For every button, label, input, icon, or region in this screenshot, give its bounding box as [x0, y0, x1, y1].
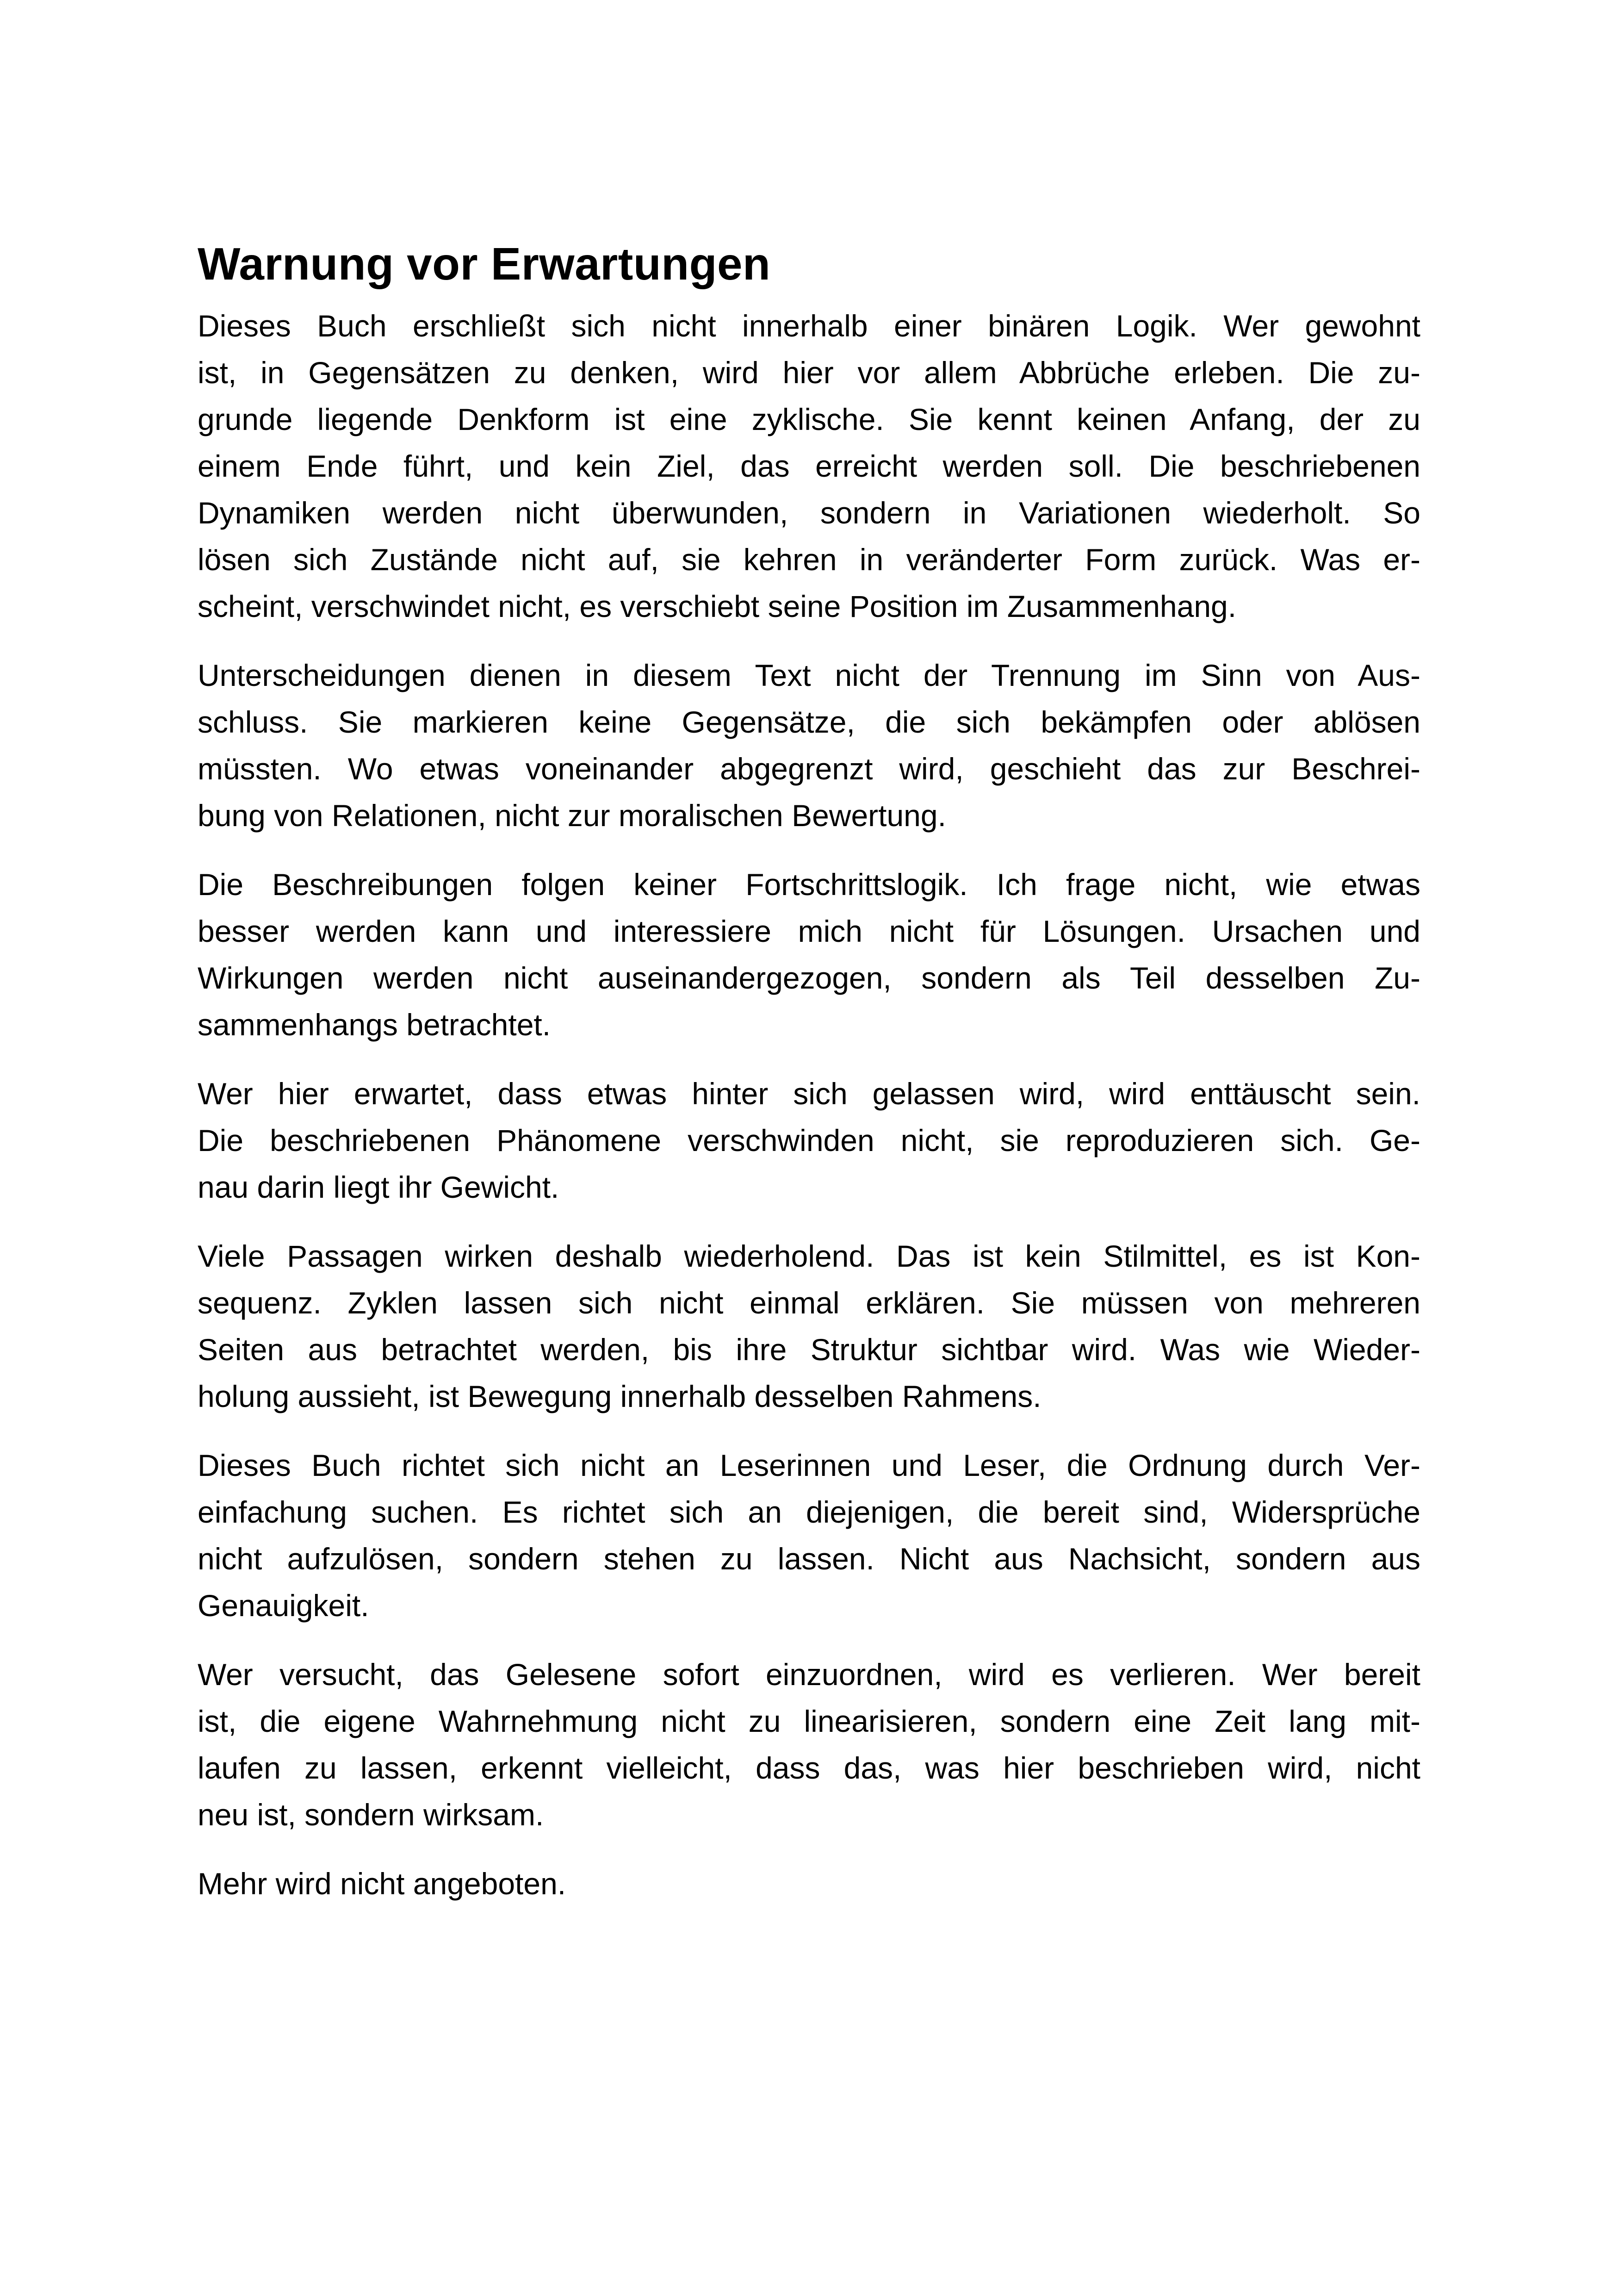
- paragraph-line: neu ist, sondern wirksam.: [198, 1798, 544, 1832]
- paragraph-line: Genauigkeit.: [198, 1588, 369, 1623]
- paragraph-line: nau darin liegt ihr Gewicht.: [198, 1170, 559, 1204]
- paragraph: [198, 303, 1420, 630]
- paragraph-line: laufen zu lassen, erkennt vielleicht, dass das, was hier beschrieben wird, nicht: [198, 1751, 1420, 1785]
- paragraph-line: Viele Passagen wirken deshalb wiederholend. Das ist kein Stilmittel, es ist Kon-: [198, 1239, 1420, 1273]
- document-body: [198, 231, 1420, 1929]
- paragraph-line: Dieses Buch richtet sich nicht an Leserinnen und Leser, die Ordnung durch Ver-: [198, 1448, 1420, 1482]
- paragraph: [198, 1233, 1420, 1420]
- page-title: Warnung vor Erwartungen: [198, 238, 771, 289]
- paragraph-line: scheint, verschwindet nicht, es verschiebt seine Position im Zusammenhang.: [198, 589, 1237, 623]
- paragraph-line: müssten. Wo etwas voneinander abgegrenzt wird, geschieht das zur Beschrei-: [198, 752, 1420, 786]
- paragraph-line: besser werden kann und interessiere mich nicht für Lösungen. Ursachen und: [198, 914, 1420, 948]
- paragraph-line: sequenz. Zyklen lassen sich nicht einmal erklären. Sie müssen von mehreren: [198, 1286, 1420, 1320]
- paragraph-line: Wirkungen werden nicht auseinandergezogen, sondern als Teil desselben Zu-: [198, 961, 1420, 995]
- paragraph-line: holung aussieht, ist Bewegung innerhalb desselben Rahmens.: [198, 1379, 1041, 1413]
- paragraph: [198, 1651, 1420, 1838]
- paragraph-line: Seiten aus betrachtet werden, bis ihre Struktur sichtbar wird. Was wie Wieder-: [198, 1332, 1420, 1367]
- paragraph-line: ist, die eigene Wahrnehmung nicht zu linearisieren, sondern eine Zeit lang mit-: [198, 1704, 1420, 1738]
- paragraph: [198, 1442, 1420, 1629]
- paragraph-line: bung von Relationen, nicht zur moralischen Bewertung.: [198, 798, 946, 833]
- paragraph-line: ist, in Gegensätzen zu denken, wird hier vor allem Abbrüche erleben. Die zu-: [198, 355, 1420, 390]
- paragraph-line: lösen sich Zustände nicht auf, sie kehren in veränderter Form zurück. Was er-: [198, 542, 1420, 577]
- paragraph-line: sammenhangs betrachtet.: [198, 1008, 551, 1042]
- paragraph-line: einem Ende führt, und kein Ziel, das erreicht werden soll. Die beschriebenen: [198, 449, 1420, 483]
- paragraph-line: Dynamiken werden nicht überwunden, sondern in Variationen wiederholt. So: [198, 496, 1420, 530]
- paragraph-line: Wer hier erwartet, dass etwas hinter sich gelassen wird, wird enttäuscht sein.: [198, 1076, 1420, 1111]
- paragraph: [198, 1860, 1420, 1907]
- paragraph: [198, 1070, 1420, 1211]
- paragraph-line: Unterscheidungen dienen in diesem Text nicht der Trennung im Sinn von Aus-: [198, 658, 1420, 692]
- paragraph-line: Dieses Buch erschließt sich nicht innerhalb einer binären Logik. Wer gewohnt: [198, 309, 1420, 343]
- paragraph-line: Die Beschreibungen folgen keiner Fortschrittslogik. Ich frage nicht, wie etwas: [198, 867, 1420, 902]
- paragraph-line: nicht aufzulösen, sondern stehen zu lassen. Nicht aus Nachsicht, sondern aus: [198, 1542, 1420, 1576]
- paragraph-list: [198, 303, 1420, 1907]
- paragraph: [198, 861, 1420, 1048]
- paragraph: [198, 652, 1420, 839]
- paragraph-line: Wer versucht, das Gelesene sofort einzuordnen, wird es verlieren. Wer bereit: [198, 1657, 1420, 1692]
- paragraph-line: einfachung suchen. Es richtet sich an diejenigen, die bereit sind, Widersprüche: [198, 1495, 1420, 1529]
- paragraph-line: grunde liegende Denkform ist eine zyklische. Sie kennt keinen Anfang, der zu: [198, 402, 1420, 436]
- paragraph-line: Die beschriebenen Phänomene verschwinden nicht, sie reproduzieren sich. Ge-: [198, 1123, 1420, 1157]
- paragraph-line: Mehr wird nicht angeboten.: [198, 1867, 566, 1901]
- paragraph-line: schluss. Sie markieren keine Gegensätze, die sich bekämpfen oder ablösen: [198, 705, 1420, 739]
